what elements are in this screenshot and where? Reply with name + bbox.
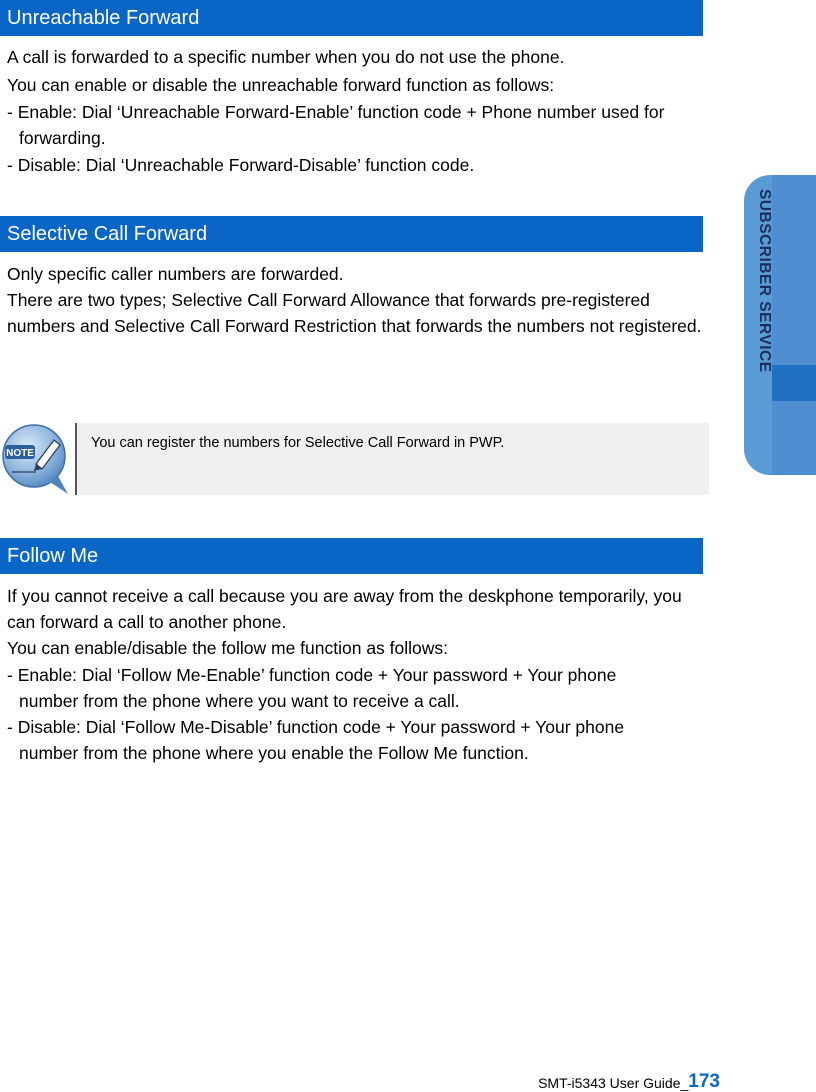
bullet-disable: - Disable: Dial ‘Unreachable Forward-Disable’ function code. [7, 155, 475, 175]
chapter-tab-label: SUBSCRIBER SERVICE [756, 189, 773, 373]
section-header-follow-me: Follow Me [0, 538, 703, 574]
paragraph: If you cannot receive a call because you are away from the deskphone temporarily, you can forward a call to another phone. [7, 586, 682, 632]
note-box [75, 423, 709, 495]
bullet-disable: - Disable: Dial ‘Follow Me-Disable’ function code + Your password + Your phone number from the phone where you enable the Follow Me function. [7, 717, 625, 763]
chapter-side-tab [744, 175, 816, 475]
chapter-position-marker [772, 365, 816, 401]
paragraph: A call is forwarded to a specific number when you do not use the phone. [7, 47, 565, 67]
paragraph: There are two types; Selective Call Forward Allowance that forwards pre-registered numbers and Selective Call Forward Restriction that forwards the numbers not registered. [7, 290, 702, 336]
paragraph: You can enable/disable the follow me function as follows: [7, 638, 449, 658]
paragraph: Only specific caller numbers are forwarded. [7, 264, 344, 284]
page-number: 173 [688, 1071, 720, 1092]
bullet-enable: - Enable: Dial ‘Follow Me-Enable’ function code + Your password + Your phone number from the phone where you want to receive a call. [7, 665, 617, 711]
footer-separator: _ [680, 1075, 689, 1091]
note-icon-label: NOTE [6, 448, 34, 459]
note-icon [0, 418, 70, 496]
page-footer [538, 1070, 720, 1092]
paragraph: You can enable or disable the unreachable forward function as follows: [7, 75, 555, 95]
section-header-unreachable-forward: Unreachable Forward [0, 0, 703, 36]
bullet-enable: - Enable: Dial ‘Unreachable Forward-Enable’ function code + Phone number used for forwarding. [7, 102, 665, 148]
footer-guide-title: SMT-i5343 User Guide [538, 1075, 681, 1091]
note-text: You can register the numbers for Selective Call Forward in PWP. [91, 435, 505, 451]
section-header-selective-call-forward: Selective Call Forward [0, 216, 703, 252]
